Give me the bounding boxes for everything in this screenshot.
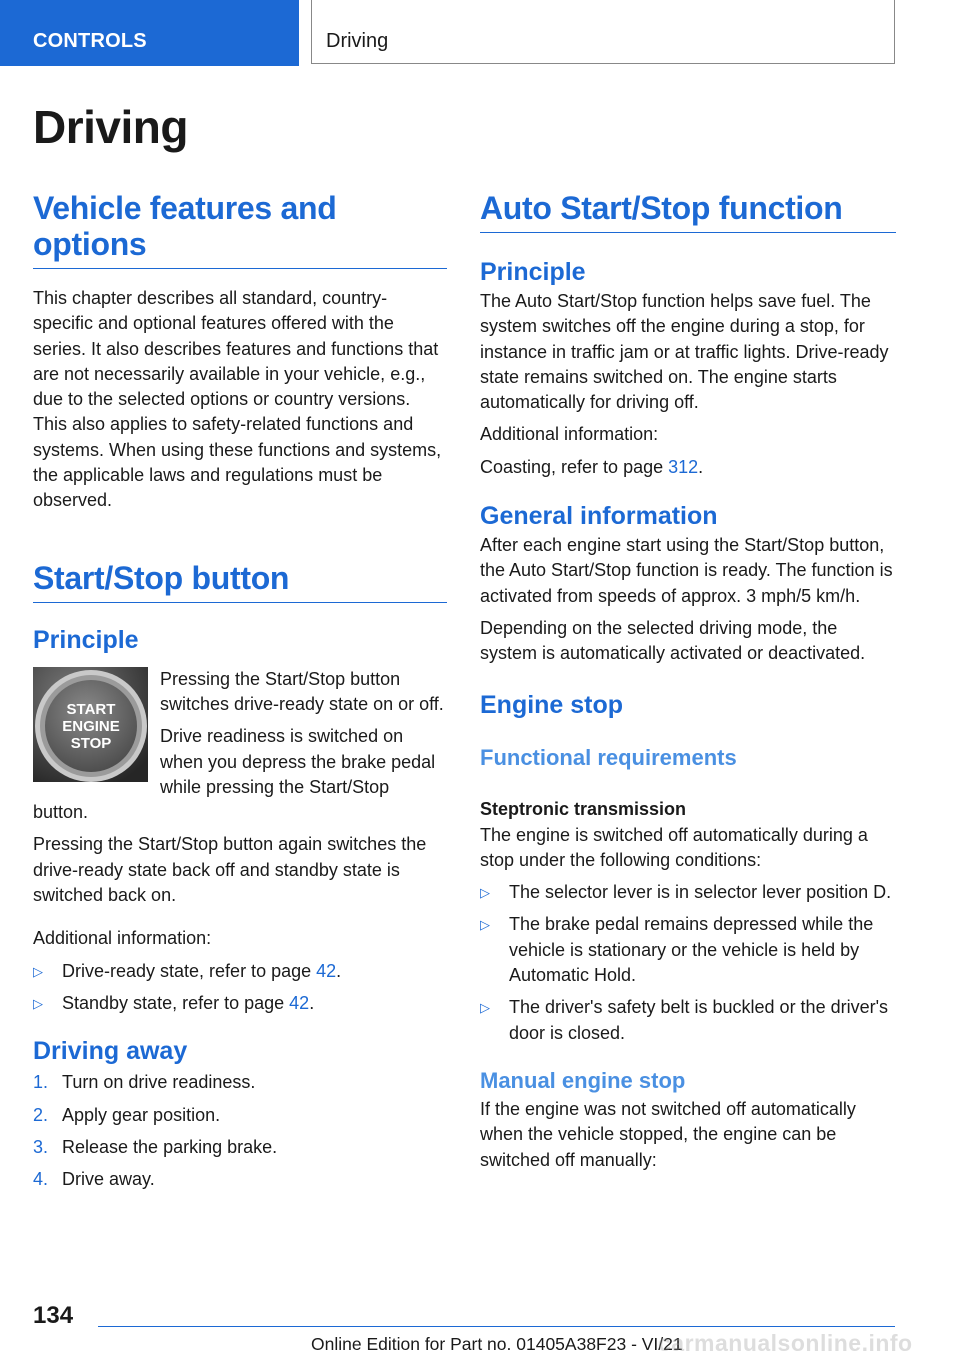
start-engine-stop-button-icon [33, 667, 148, 782]
list-item: ▷ Standby state, refer to page 42. [33, 991, 447, 1016]
start-stop-reference-list [33, 959, 447, 1017]
start-stop-p1: Pressing the Start/Stop button switches drive-ready state on or off. [160, 668, 444, 714]
triangle-right-icon: ▷ [480, 885, 490, 901]
start-stop-additional: Additional information: [33, 928, 212, 949]
list-item: 3. Release the parking brake. [33, 1136, 278, 1157]
list-item: ▷ Drive-ready state, refer to page 42. [33, 959, 447, 984]
engine-stop-conditions [480, 880, 896, 1046]
auto-principle-body: The Auto Start/Stop function helps save fuel. The system switches off the engine during a stop, for instance in traffic jam or at traffic lights. Drive-ready state remains switched on. The engine starts automatically for driving off. [480, 291, 889, 413]
driving-away-steps [33, 1070, 447, 1192]
triangle-right-icon: ▷ [33, 963, 43, 979]
section-tab [0, 0, 299, 66]
list-item: ▷ The driver's safety belt is buckled or the driver's door is closed. [480, 997, 889, 1043]
manual-engine-stop-body: If the engine was not switched off automatically when the vehicle stopped, the engine can be switched off manually: [480, 1098, 856, 1170]
page-link-drive-ready[interactable]: 42 [316, 960, 337, 981]
vehicle-features-heading: Vehicle features and options [33, 190, 447, 269]
steptronic-body: The engine is switched off automatically during a stop under the following conditions: [480, 824, 868, 870]
start-stop-p3: Pressing the Start/Stop button again switches the drive-ready state back off and standby state is switched back on. [33, 834, 427, 906]
driving-away-heading: Driving away [33, 1037, 188, 1066]
functional-requirements-heading: Functional requirements [480, 744, 737, 770]
page-link-coasting[interactable]: 312 [668, 456, 699, 477]
chapter-label: Driving [326, 30, 389, 52]
page-title: Driving [33, 101, 188, 153]
left-column [33, 190, 447, 1199]
edition-text: Online Edition for Part no. 01405A38F23 - VI/21 [311, 1334, 683, 1354]
general-p1: After each engine start using the Start/Stop button, the Auto Start/Stop function is ready. The function is activated from speeds of approx. 3 mph/5 km/h. [480, 535, 893, 606]
footer-divider [98, 1326, 895, 1327]
auto-principle-heading: Principle [480, 258, 586, 286]
engine-stop-heading: Engine stop [480, 690, 624, 719]
page-link-standby[interactable]: 42 [289, 992, 310, 1013]
figure-text-stop: STOP [70, 734, 112, 752]
manual-engine-stop-heading: Manual engine stop [480, 1067, 686, 1093]
triangle-right-icon: ▷ [480, 1000, 490, 1016]
figure-text-start: START [66, 700, 116, 718]
list-item: ▷ The brake pedal remains depressed while the vehicle is stationary or the vehicle is held by Automatic Hold. [480, 914, 874, 986]
page-number: 134 [33, 1302, 74, 1329]
start-stop-button-heading: Start/Stop button [33, 560, 447, 603]
auto-additional: Additional information: [480, 424, 659, 445]
right-column [480, 190, 896, 1173]
chapter-tab [311, 0, 895, 64]
auto-start-stop-heading: Auto Start/Stop function [480, 190, 896, 233]
triangle-right-icon: ▷ [480, 917, 490, 933]
start-stop-principle-heading: Principle [33, 625, 139, 654]
general-p2: Depending on the selected driving mode, the system is automatically activated or deactivated. [480, 617, 866, 664]
triangle-right-icon: ▷ [33, 995, 43, 1011]
list-item: 1. Turn on drive readiness. [33, 1072, 256, 1093]
general-information-heading: General information [480, 502, 718, 531]
section-label: CONTROLS [33, 30, 147, 52]
list-item: 2. Apply gear position. [33, 1104, 221, 1125]
watermark: carmanualsonline.info [658, 1330, 913, 1356]
vehicle-features-body: This chapter describes all standard, country-specific and optional features offered with the series. It also describes features and functions that are not necessarily available in your vehicle, e.g., due to the selected options or country versions. This also applies to safety-related functions and systems. When using these functions and systems, the applicable laws and regulations must be observed. [33, 288, 442, 511]
coasting-reference: Coasting, refer to page 312. [480, 456, 704, 477]
figure-text-engine: ENGINE [62, 717, 120, 735]
start-stop-principle-block [33, 667, 447, 826]
steptronic-heading: Steptronic transmission [480, 798, 687, 819]
list-item: ▷ The selector lever is in selector lever position D. [480, 880, 896, 905]
start-stop-p2: Drive readiness is switched on when you depress the brake pedal while pressing the Start/Stop button. [33, 726, 436, 823]
list-item: 4. Drive away. [33, 1169, 155, 1190]
start-stop-button-figure [33, 667, 148, 782]
